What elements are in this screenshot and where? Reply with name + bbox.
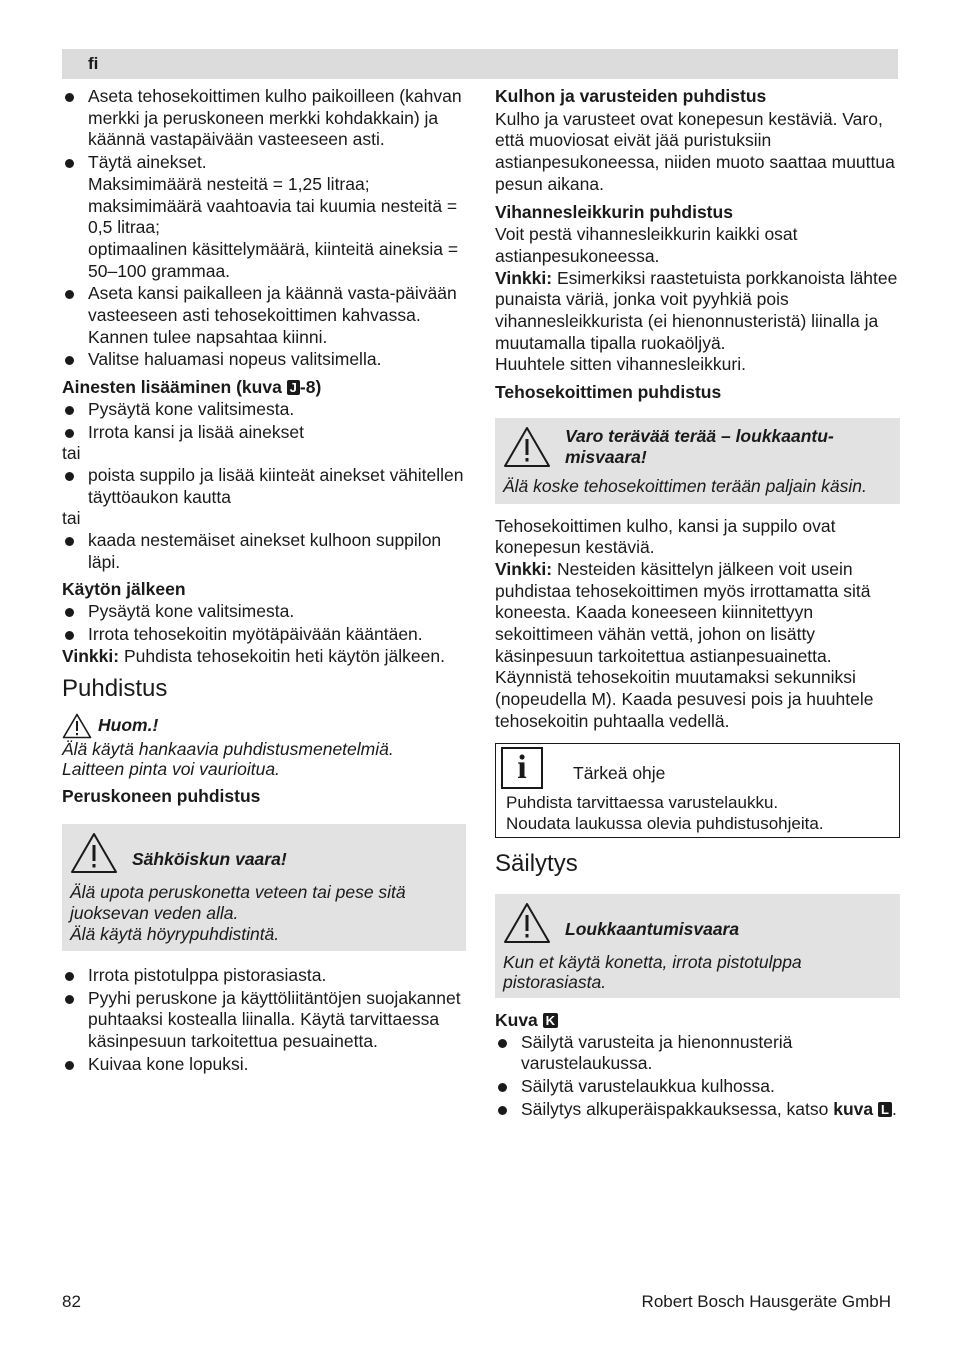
bowl-cleaning-heading: Kulhon ja varusteiden puhdistus [495, 86, 767, 106]
list-item: Irrota pistotulppa pistorasiasta. [62, 965, 466, 987]
optimal-amount: optimaalinen käsittelymäärä, kiinteitä aineksia = 50–100 grammaa. [88, 238, 459, 281]
storage-list [495, 1032, 900, 1121]
veg-cleaning-text: Voit pestä vihannesleikkurin kaikki osat astianpesukoneessa. [495, 224, 798, 266]
figure-ref: J [287, 380, 300, 395]
important-note [495, 743, 900, 838]
list-item: Säilytys alkuperäispakkauksessa, katso kuva L . [495, 1099, 900, 1121]
warning-text: Älä upota peruskonetta veteen tai pese sitä juoksevan veden alla. Älä käytä höyrypuhdistintä. [70, 881, 406, 944]
or-text: tai [62, 443, 81, 464]
adding-list [62, 399, 466, 443]
or-text: tai [62, 508, 81, 529]
list-item: kaada nestemäiset ainekset kulhoon suppilon läpi. [62, 530, 466, 573]
attention-note [62, 713, 466, 779]
adding-list-3 [62, 530, 466, 573]
base-cleaning-list [62, 965, 466, 1076]
tip: Vinkki: Puhdista tehosekoitin heti käytön jälkeen. [62, 645, 445, 666]
attention-text: Älä käytä hankaavia puhdistusmenetelmiä. Laitteen pinta voi vaurioitua. [62, 739, 394, 780]
info-text: Puhdista tarvittaessa varustelaukku. Noudata laukussa olevia puhdistusohjeita. [506, 792, 824, 834]
warning-icon [503, 902, 551, 944]
warning-label: Sähköiskun vaara! [132, 849, 287, 870]
warning-icon [70, 832, 118, 874]
base-cleaning-heading: Peruskoneen puhdistus [62, 786, 261, 807]
list-item: Aseta kansi paikalleen ja käännä vasta-päivään vasteeseen asti tehosekoittimen kahvassa. Kannen tulee napsahtaa kiinni. [62, 283, 466, 348]
warning-icon [503, 426, 551, 468]
list-item: poista suppilo ja lisää kiinteät ainekset vähitellen täyttöaukon kautta [62, 465, 466, 508]
injury-warning [495, 894, 900, 998]
language-bar [62, 49, 898, 79]
list-item: Kuivaa kone lopuksi. [62, 1054, 466, 1076]
list-item: Pyyhi peruskone ja käyttöliitäntöjen suojakannet puhtaaksi kostealla liinalla. Käytä tarvittaessa käsinpesuun tarkoitettua pesuainetta. [62, 988, 466, 1053]
warning-icon [62, 713, 92, 739]
list-item: Säilytä varusteita ja hienonnusteriä varustelaukussa. [495, 1032, 900, 1075]
list-item: Pysäytä kone valitsimesta. [62, 601, 466, 623]
attention-label: Huom.! [98, 715, 159, 736]
blender-cleaning-heading: Tehosekoittimen puhdistus [495, 382, 722, 403]
bowl-cleaning-text: Kulho ja varusteet ovat konepesun kestäviä. Varo, että muoviosat eivät jää puristuksiin astianpesukoneessa, niiden muoto saattaa muuttua pesun aikana. [495, 108, 895, 194]
blender-text: Tehosekoittimen kulho, kansi ja suppilo ovat konepesun kestäviä. [495, 515, 836, 558]
fill-ingredients: Täytä ainekset. [88, 152, 207, 173]
after-use-list [62, 601, 466, 645]
blade-warning [495, 418, 900, 504]
after-use-heading: Käytön jälkeen [62, 579, 186, 600]
list-item [62, 152, 466, 282]
warning-text: Kun et käytä konetta, irrota pistotulppa pistorasiasta. [503, 951, 802, 992]
max-liquid: Maksimimäärä nesteitä = 1,25 litraa; [88, 173, 370, 194]
right-column [495, 86, 900, 1121]
warning-label: Varo terävää terää – loukkaantu-misvaara! [565, 425, 834, 467]
adding-list-2 [62, 465, 466, 508]
list-item: Pysäytä kone valitsimesta. [62, 399, 466, 421]
company-name: Robert Bosch Hausgeräte GmbH [641, 1292, 891, 1311]
storage-heading: Säilytys [495, 849, 578, 877]
figure-ref: L [878, 1102, 892, 1117]
adding-heading: Ainesten lisääminen (kuva J -8) [62, 377, 322, 398]
tip: Vinkki: Esimerkiksi raastetuista porkkanoista lähtee punaista väriä, jonka voit pyyhkiä pois vihannesleikkurista (ei hienonnusteristä) liinalla ja muutamalla tipalla ruokaöljyä. [495, 267, 898, 353]
warning-text: Älä koske tehosekoittimen terään paljain käsin. [503, 475, 867, 496]
list-item: Irrota kansi ja lisää ainekset [62, 422, 466, 444]
language-code: fi [88, 54, 99, 73]
figure-heading: Kuva K [495, 1010, 900, 1032]
list-item: Aseta tehosekoittimen kulho paikoilleen (kahvan merkki ja peruskoneen merkki kohdakkain) ja käännä vastapäivään vasteeseen asti. [62, 86, 466, 151]
figure-ref: K [543, 1013, 558, 1028]
left-column [62, 86, 466, 1076]
rinse-text: Huuhtele sitten vihannesleikkuri. [495, 354, 746, 375]
cleaning-heading: Puhdistus [62, 675, 168, 703]
list-item: Irrota tehosekoitin myötäpäivään kääntäen. [62, 624, 466, 646]
warning-label: Loukkaantumisvaara [565, 919, 740, 940]
info-icon: i [501, 747, 543, 789]
max-foaming: maksimimäärä vaahtoavia tai kuumia nesteitä = 0,5 litraa; [88, 195, 458, 238]
list-item: Valitse haluamasi nopeus valitsimella. [62, 349, 466, 371]
electric-shock-warning [62, 824, 466, 951]
tip: Vinkki: Nesteiden käsittelyn jälkeen voit usein puhdistaa tehosekoittimen myös irrottamatta sitä koneesta. Kaada koneeseen kiinnitettyyn sekoittimeen vähän vettä, johon on lisätty käsinpesuun tarkoitettua astianpesuainetta. Käynnistä tehosekoitin muutamaksi sekunniksi (nopeudella M). Kaada pesuvesi pois ja huuhtele tehosekoitin puhtaalla vedellä. [495, 558, 874, 731]
info-label: Tärkeä ohje [573, 762, 666, 783]
page-number: 82 [62, 1292, 81, 1311]
operation-list [62, 86, 466, 371]
list-item: Säilytä varustelaukkua kulhossa. [495, 1076, 900, 1098]
veg-cleaning-heading: Vihannesleikkurin puhdistus [495, 201, 733, 222]
